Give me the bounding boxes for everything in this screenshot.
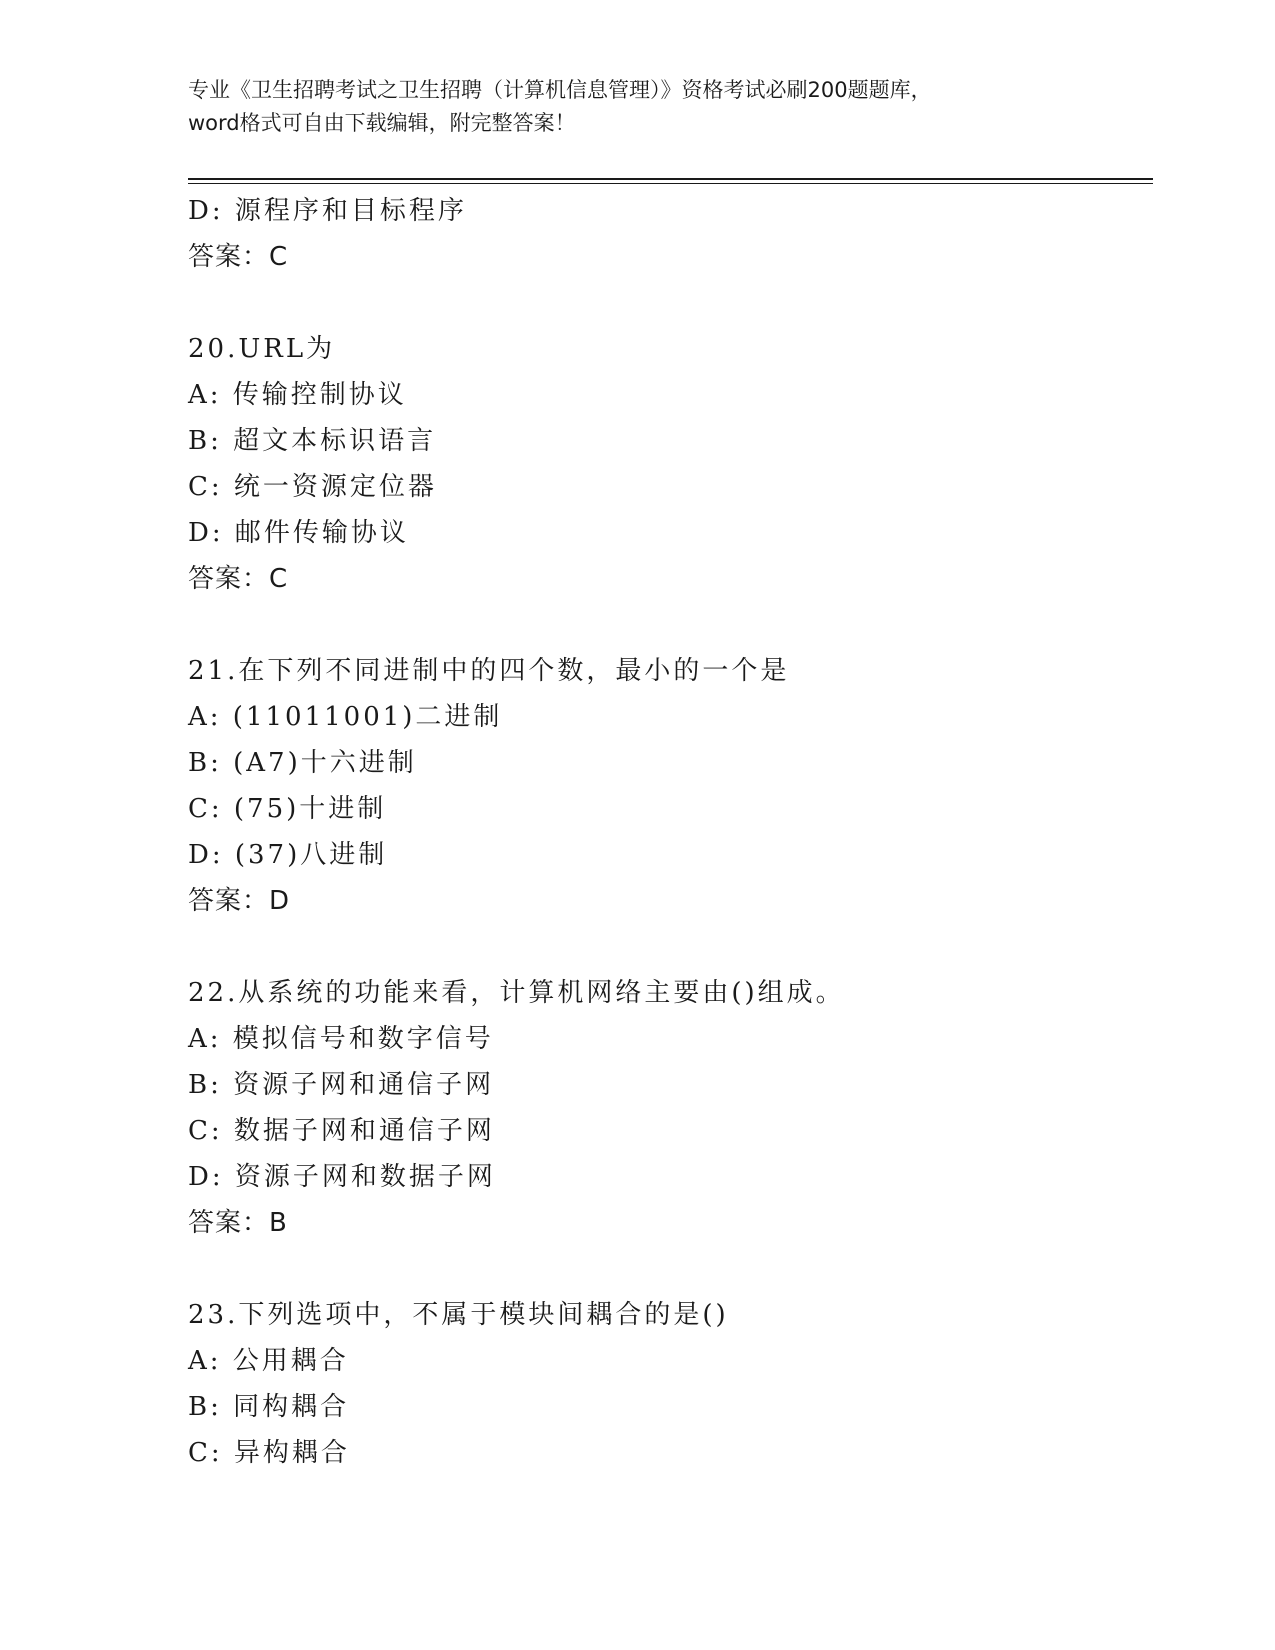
spacer <box>188 280 1148 326</box>
answer: 答案：C <box>188 564 289 594</box>
option-b: B: 同构耦合 <box>188 1392 350 1422</box>
prev-answer: 答案：C <box>188 242 289 272</box>
option-b: B: 资源子网和通信子网 <box>188 1070 495 1100</box>
answer: 答案：B <box>188 1208 288 1238</box>
question-stem: 20.URL为 <box>188 334 336 364</box>
question-22 <box>188 970 1148 1246</box>
header-divider <box>188 178 1153 180</box>
question-20 <box>188 326 1148 602</box>
option-b: B: (A7)十六进制 <box>188 748 417 778</box>
option-d: D: 资源子网和数据子网 <box>188 1162 496 1192</box>
question-stem: 23.下列选项中，不属于模块间耦合的是() <box>188 1300 729 1330</box>
option-c: C: (75)十进制 <box>188 794 387 824</box>
spacer <box>188 924 1148 970</box>
question-stem: 21.在下列不同进制中的四个数，最小的一个是 <box>188 656 790 686</box>
option-a: A: 模拟信号和数字信号 <box>188 1024 494 1054</box>
option-a: A: 传输控制协议 <box>188 380 407 410</box>
header-line-2: word格式可自由下载编辑，附完整答案！ <box>188 111 576 135</box>
header-divider-thin <box>188 183 1153 184</box>
option-d: D: (37)八进制 <box>188 840 388 870</box>
option-b: B: 超文本标识语言 <box>188 426 437 456</box>
option-c: C: 统一资源定位器 <box>188 472 437 502</box>
spacer <box>188 1246 1148 1292</box>
option-d: D: 邮件传输协议 <box>188 518 409 548</box>
option-c: C: 数据子网和通信子网 <box>188 1116 495 1146</box>
option-a: A: (11011001)二进制 <box>188 702 503 732</box>
question-list <box>188 188 1148 1476</box>
question-stem: 22.从系统的功能来看，计算机网络主要由()组成。 <box>188 978 845 1008</box>
answer: 答案：D <box>188 886 291 916</box>
header-line-1: 专业《卫生招聘考试之卫生招聘（计算机信息管理）》资格考试必刷200题题库， <box>188 78 932 102</box>
option-c: C: 异构耦合 <box>188 1438 350 1468</box>
question-23 <box>188 1292 1148 1476</box>
option-a: A: 公用耦合 <box>188 1346 349 1376</box>
question-21 <box>188 648 1148 924</box>
spacer <box>188 602 1148 648</box>
page-header <box>188 74 1088 140</box>
prev-option-d: D: 源程序和目标程序 <box>188 196 467 226</box>
